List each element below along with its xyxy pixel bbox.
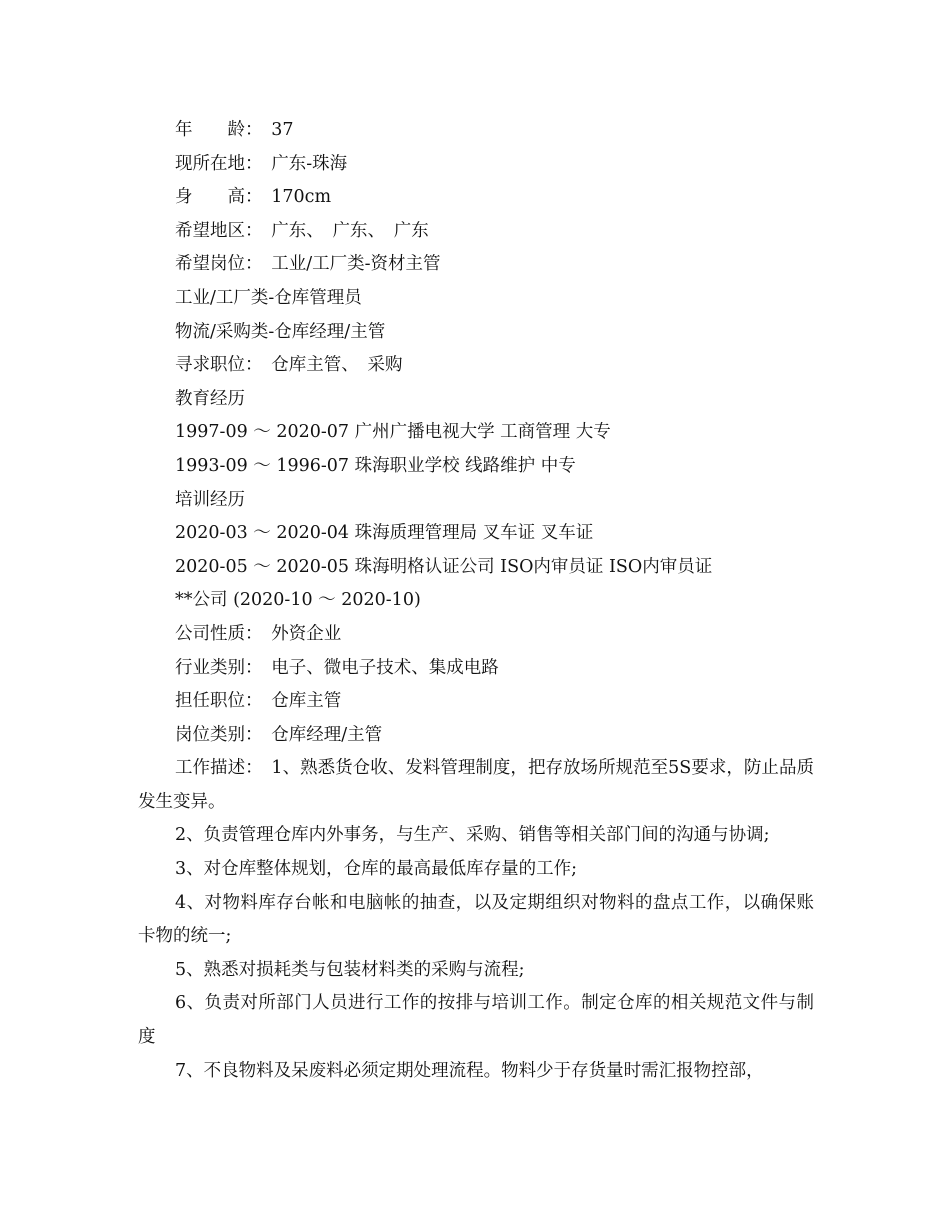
role-line: 担任职位： 仓库主管 xyxy=(175,691,342,712)
duty-paragraph: 3、对仓库整体规划，仓库的最高最低库存量的工作; xyxy=(175,859,578,880)
education-entry: 1993-09 ～ 1996-07 珠海职业学校 线路维护 中专 xyxy=(175,455,576,476)
company-nature-line: 公司性质： 外资企业 xyxy=(175,623,342,644)
education-heading: 教育经历 xyxy=(175,388,245,409)
resume-body xyxy=(138,114,814,1088)
desired-region-line: 希望地区： 广东、 广东、 广东 xyxy=(175,220,429,241)
height-line: 身 高： 170cm xyxy=(175,187,332,208)
training-heading: 培训经历 xyxy=(175,489,245,510)
duty-paragraph: 2、负责管理仓库内外事务，与生产、采购、销售等相关部门间的沟通与协调; xyxy=(175,825,770,846)
company-line: **公司 (2020-10 ～ 2020-10) xyxy=(175,590,421,611)
training-entry: 2020-03 ～ 2020-04 珠海质理管理局 叉车证 叉车证 xyxy=(175,523,594,544)
duty-paragraph: 6、负责对所部门人员进行工作的按排与培训工作。制定仓库的相关规范文件与制度 xyxy=(138,993,814,1048)
industry-line: 行业类别： 电子、微电子技术、集成电路 xyxy=(175,657,499,678)
training-entry: 2020-05 ～ 2020-05 珠海明格认证公司 ISO内审员证 ISO内审员证 xyxy=(175,556,713,577)
role-category-line: 岗位类别： 仓库经理/主管 xyxy=(175,724,383,745)
duty-paragraph: 7、不良物料及呆废料必须定期处理流程。物料少于存货量时需汇报物控部， xyxy=(175,1060,764,1081)
seeking-position-line: 寻求职位： 仓库主管、 采购 xyxy=(175,355,403,376)
desired-position-line: 希望岗位： 工业/工厂类-资材主管 xyxy=(175,254,441,275)
education-entry: 1997-09 ～ 2020-07 广州广播电视大学 工商管理 大专 xyxy=(175,422,611,443)
age-line: 年 龄： 37 xyxy=(175,120,294,140)
duty-paragraph: 4、对物料库存台帐和电脑帐的抽查，以及定期组织对物料的盘点工作，以确保账卡物的统一; xyxy=(138,892,814,947)
location-line: 现所在地： 广东-珠海 xyxy=(175,153,348,174)
desired-position-line-3: 物流/采购类-仓库经理/主管 xyxy=(175,321,386,342)
duty-paragraph: 5、熟悉对损耗类与包装材料类的采购与流程; xyxy=(175,959,525,980)
duty-paragraph: 工作描述： 1、熟悉货仓收、发料管理制度，把存放场所规范至5S要求，防止品质发生变异。 xyxy=(138,758,814,812)
desired-position-line-2: 工业/工厂类-仓库管理员 xyxy=(175,287,362,308)
